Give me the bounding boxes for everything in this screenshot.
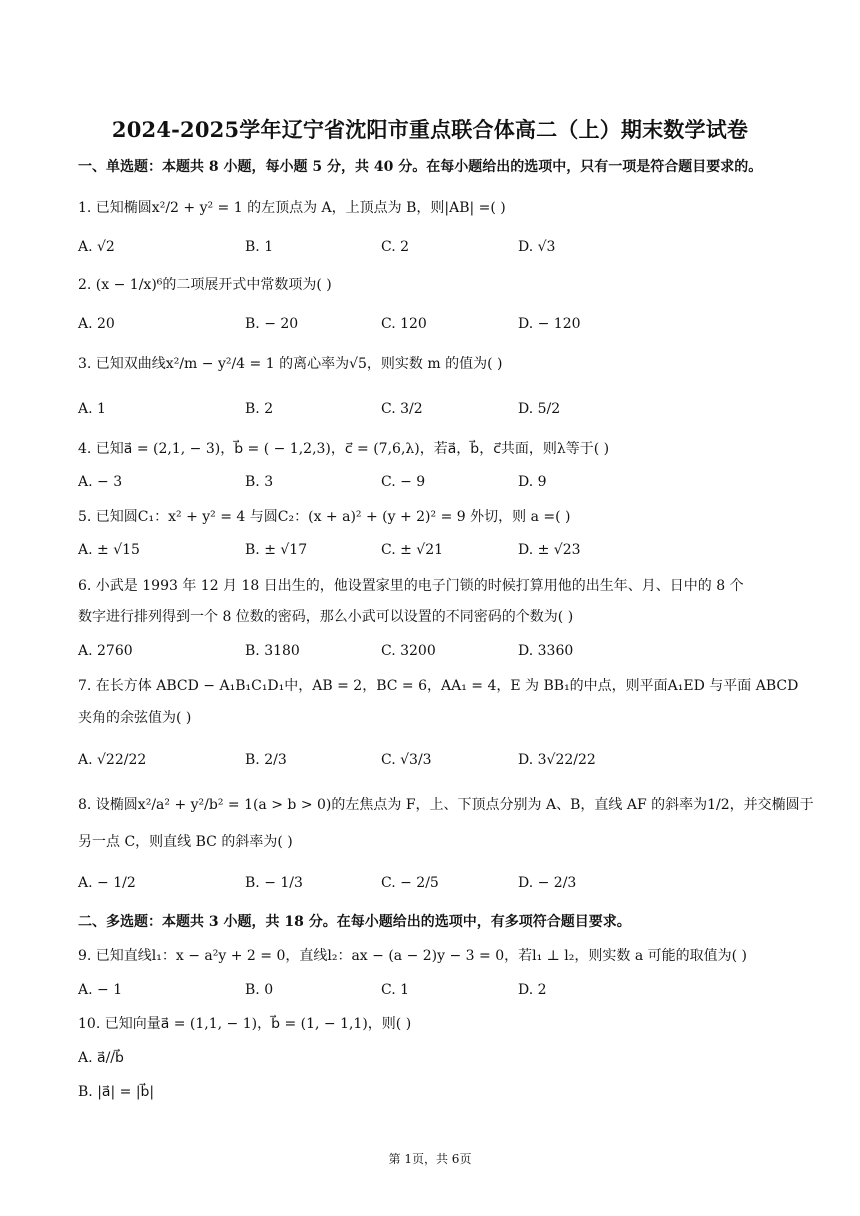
question-6-line-1: 6. 小武是 1993 年 12 月 18 日出生的，他设置家里的电子门锁的时候打算用他的出生年、月、日中的 8 个 (78, 578, 744, 594)
question-4: 4. 已知a⃗ = (2,1, − 3)，b⃗ = ( − 1,2,3)，c⃗ = (7,6,λ)，若a⃗，b⃗，c⃗共面，则λ等于( ) (78, 441, 610, 457)
q7-option-a: A. √22/22 (78, 752, 147, 768)
question-6-line-2: 数字进行排列得到一个 8 位数的密码，那么小武可以设置的不同密码的个数为( ) (78, 609, 574, 625)
q8-option-c: C. − 2/5 (381, 875, 439, 891)
q3-option-c: C. 3/2 (381, 401, 423, 417)
q6-option-c: C. 3200 (381, 643, 436, 659)
q7-option-c: C. √3/3 (381, 752, 432, 768)
q6-option-d: D. 3360 (518, 643, 574, 659)
page-footer: 第 1页，共 6页 (388, 1152, 472, 1166)
q4-option-d: D. 9 (518, 474, 547, 490)
q1-option-b: B. 1 (245, 239, 274, 255)
q7-option-d: D. 3√22/22 (518, 752, 596, 768)
q2-option-a: A. 20 (78, 316, 115, 332)
question-1: 1. 已知椭圆x²/2 + y² = 1 的左顶点为 A，上顶点为 B，则|AB| =( ) (78, 200, 506, 216)
q5-option-b: B. ± √17 (245, 542, 308, 558)
q1-option-d: D. √3 (518, 239, 556, 255)
q1-option-a: A. √2 (78, 239, 115, 255)
question-7-line-1: 7. 在长方体 ABCD − A₁B₁C₁D₁中，AB = 2，BC = 6，AA₁ = 4，E 为 BB₁的中点，则平面A₁ED 与平面 ABCD (78, 678, 799, 694)
section-multiple-choice: 二、多选题：本题共 3 小题，共 18 分。在每小题给出的选项中，有多项符合题目要求。 (78, 914, 631, 930)
q8-option-b: B. − 1/3 (245, 875, 303, 891)
q6-option-a: A. 2760 (78, 643, 133, 659)
section-single-choice: 一、单选题：本题共 8 小题，每小题 5 分，共 40 分。在每小题给出的选项中，只有一项是符合题目要求的。 (78, 159, 763, 175)
q4-option-c: C. − 9 (381, 474, 426, 490)
q7-option-b: B. 2/3 (245, 752, 287, 768)
q6-option-b: B. 3180 (245, 643, 300, 659)
q2-option-c: C. 120 (381, 316, 427, 332)
q8-option-d: D. − 2/3 (518, 875, 577, 891)
question-3: 3. 已知双曲线x²/m − y²/4 = 1 的离心率为√5，则实数 m 的值为( ) (78, 356, 503, 372)
q2-option-d: D. − 120 (518, 316, 581, 332)
q2-option-b: B. − 20 (245, 316, 299, 332)
question-8-line-2: 另一点 C，则直线 BC 的斜率为( ) (78, 834, 293, 850)
q9-option-a: A. − 1 (78, 982, 123, 998)
q3-option-d: D. 5/2 (518, 401, 561, 417)
q9-option-d: D. 2 (518, 982, 547, 998)
q3-option-b: B. 2 (245, 401, 274, 417)
q10-option-a: A. a⃗//b⃗ (78, 1050, 124, 1066)
question-10: 10. 已知向量a⃗ = (1,1, − 1)，b⃗ = (1, − 1,1)，则( ) (78, 1016, 412, 1032)
question-2: 2. (x − 1/x)⁶的二项展开式中常数项为( ) (78, 277, 332, 293)
q10-option-b: B. |a⃗| = |b⃗| (78, 1084, 155, 1100)
q4-option-a: A. − 3 (78, 474, 123, 490)
question-9: 9. 已知直线l₁：x − a²y + 2 = 0，直线l₂：ax − (a − 2)y − 3 = 0，若l₁ ⊥ l₂，则实数 a 可能的取值为( ) (78, 948, 747, 964)
page-title: 2024-2025学年辽宁省沈阳市重点联合体高二（上）期末数学试卷 (111, 117, 749, 142)
q8-option-a: A. − 1/2 (78, 875, 136, 891)
q9-option-b: B. 0 (245, 982, 274, 998)
q4-option-b: B. 3 (245, 474, 274, 490)
question-7-line-2: 夹角的余弦值为( ) (78, 710, 192, 726)
question-5: 5. 已知圆C₁：x² + y² = 4 与圆C₂：(x + a)² + (y + 2)² = 9 外切，则 a =( ) (78, 509, 571, 525)
q5-option-a: A. ± √15 (78, 542, 140, 558)
q5-option-c: C. ± √21 (381, 542, 444, 558)
q9-option-c: C. 1 (381, 982, 410, 998)
q3-option-a: A. 1 (78, 401, 106, 417)
question-8-line-1: 8. 设椭圆x²/a² + y²/b² = 1(a > b > 0)的左焦点为 F，上、下顶点分别为 A、B，直线 AF 的斜率为1/2，并交椭圆于 (78, 797, 814, 813)
q1-option-c: C. 2 (381, 239, 410, 255)
q5-option-d: D. ± √23 (518, 542, 581, 558)
